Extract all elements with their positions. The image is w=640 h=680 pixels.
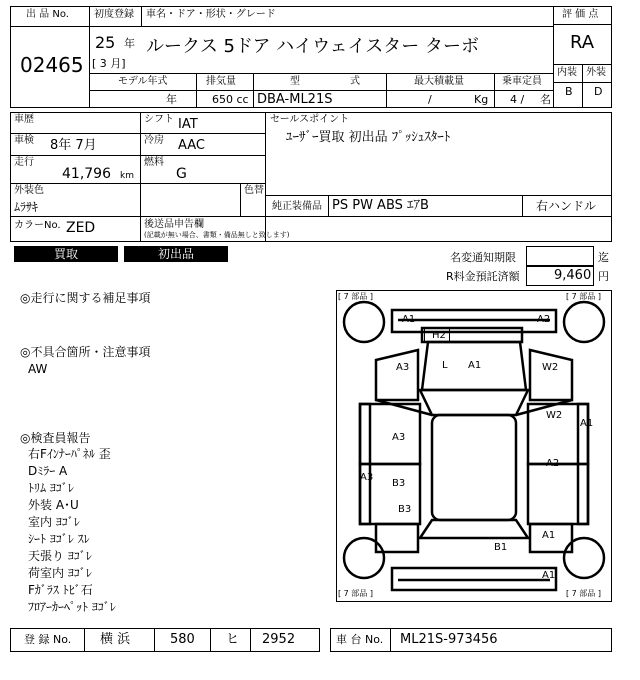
mark-front-door-right-w2: W2 (546, 410, 563, 421)
inspection-label: 車検 (14, 135, 34, 146)
max-load-label: 最大積載量 (414, 76, 464, 87)
lot-no: 02465 (20, 53, 84, 77)
mark-rear-fender-left-b3: B3 (398, 504, 412, 515)
mark-front-bumper-a1: A1 (402, 314, 416, 325)
sales-point: ﾕｰｻﾞｰ買取 初出品 ﾌﾟｯｼｭｽﾀｰﾄ (286, 130, 451, 145)
inspector-title: ◎検査員報告 (20, 431, 91, 445)
inspector-report-item: 荷室内 ﾖｺﾞﾚ (28, 566, 92, 580)
inspector-report-item: 外装 A･U (28, 498, 79, 512)
mark-fender-right-w2: W2 (542, 362, 559, 373)
lot-no-label: 出 品 No. (26, 9, 69, 20)
history-label: 車歴 (14, 114, 34, 125)
steering: 右ハンドル (536, 199, 597, 213)
tire-tr-label: [ 7 部品 ] (566, 292, 601, 301)
displacement: 650 cc (212, 93, 249, 106)
model-year-label: モデル年式 (118, 76, 168, 87)
inspector-report-item: ﾌﾛｱｰｶｰﾍﾟｯﾄ ﾖｺﾞﾚ (28, 600, 116, 614)
tire-tl-label: [ 7 部品 ] (338, 292, 373, 301)
type-label-2: 式 (350, 76, 360, 87)
tag-first-listing: 初出品 (124, 246, 228, 262)
mark-hood-l: L (442, 360, 448, 371)
capacity: 4 / (510, 93, 525, 106)
change-deadline-label: 名変通知期限 (450, 251, 516, 264)
mileage: 41,796 (62, 166, 111, 182)
color-change-label: 色替 (244, 185, 264, 196)
defects-value: AW (28, 362, 48, 376)
defects-title: ◎不具合箇所・注意事項 (20, 345, 151, 359)
docs-label: 後送品申告欄 (144, 219, 204, 230)
color-no: ZED (66, 220, 96, 236)
mark-rear-door-right-a2: A2 (546, 458, 560, 469)
inspector-report-item: Dﾐﾗｰ A (28, 464, 68, 478)
color-no-label: カラーNo. (14, 220, 61, 231)
mark-rear-door-left-b3: B3 (392, 478, 406, 489)
car-name: ルークス 5ドア ハイウェイスター ターボ (146, 36, 479, 57)
capacity-label: 乗車定員 (502, 76, 542, 87)
displacement-label: 排気量 (206, 76, 236, 87)
year-unit: 年 (124, 37, 135, 50)
wheel-rear-left (344, 538, 384, 578)
change-deadline-box (526, 246, 594, 266)
ext-color: ﾑﾗｻｷ (14, 200, 39, 214)
mark-hood-a1: A1 (468, 360, 482, 371)
year: 25 (95, 33, 116, 52)
windshield (420, 390, 528, 415)
first-reg-label: 初度登録 (94, 9, 134, 20)
tire-br-label: [ 7 部品 ] (566, 589, 601, 598)
inspector-report-item: 右Fｲﾝﾅｰﾊﾟﾈﾙ 歪 (28, 447, 111, 461)
inspector-report-item: Fｶﾞﾗｽ ﾄﾋﾞ石 (28, 583, 93, 597)
front-fender-left (376, 350, 418, 400)
exterior-grade: D (594, 85, 603, 98)
inspector-report-item: 天張り ﾖｺﾞﾚ (28, 549, 92, 563)
max-load: / (428, 93, 432, 106)
reg-area: 横 浜 (100, 632, 131, 647)
roof (432, 415, 516, 520)
mark-grille-h2: H2 (432, 330, 446, 341)
mark-rear-window-b1: B1 (494, 542, 508, 553)
driving-notes-title: ◎走行に関する補足事項 (20, 291, 151, 305)
inspection: 8年 7月 (50, 138, 97, 153)
chassis-label: 車 台 No. (336, 633, 384, 646)
interior-label: 内装 (557, 67, 577, 78)
mark-rear-bumper-a1: A1 (542, 570, 556, 581)
ext-color-label: 外装色 (14, 185, 44, 196)
car-diagram-svg (336, 290, 612, 602)
recycle-label: R料金預託済額 (446, 270, 520, 283)
change-deadline-unit: 迄 (598, 251, 609, 264)
inspector-report-item: 室内 ﾖｺﾞﾚ (28, 515, 80, 529)
sales-point-label: セールスポイント (270, 114, 350, 125)
month: [ 3 月] (92, 57, 126, 70)
exterior-label: 外装 (586, 67, 606, 78)
ac-label: 冷房 (144, 135, 164, 146)
reg-label: 登 録 No. (24, 633, 72, 646)
eval-score: RA (570, 32, 595, 53)
wheel-front-left (344, 302, 384, 342)
front-fender-right (530, 350, 572, 400)
tag-buyback: 買取 (14, 246, 118, 262)
shift: IAT (178, 117, 198, 132)
fuel-label: 燃料 (144, 157, 164, 168)
rear-window (420, 520, 528, 538)
fuel: G (176, 166, 187, 182)
wheel-rear-right (564, 538, 604, 578)
reg-number: 2952 (262, 632, 296, 647)
type-label: 型 (290, 76, 300, 87)
mark-rear-fender-right-a1: A1 (542, 530, 556, 541)
capacity-unit: 名 (540, 93, 551, 106)
mark-fender-left-a3: A3 (396, 362, 410, 373)
mileage-unit: km (120, 171, 134, 181)
options-label: 純正装備品 (272, 201, 322, 212)
eval-label: 評 価 点 (562, 9, 599, 20)
model-code: DBA-ML21S (257, 92, 333, 107)
interior-grade: B (565, 85, 573, 98)
chassis-number: ML21S-973456 (400, 632, 498, 647)
mark-right-strip-a1: A1 (580, 418, 594, 429)
inspector-report-item: ｼｰﾄ ﾖｺﾞﾚ ｽﾚ (28, 532, 90, 546)
docs-note: (記載が無い場合、書類・備品無しと致します) (144, 231, 290, 239)
ac: AAC (178, 138, 205, 153)
shift-label: シフト (144, 114, 174, 125)
inspector-report-item: ﾄﾘﾑ ﾖｺﾞﾚ (28, 481, 74, 495)
mark-left-strip-a3: A3 (360, 472, 374, 483)
model-name-label: 車名・ドア・形状・グレード (146, 9, 276, 20)
mark-front-door-left-a3: A3 (392, 432, 406, 443)
mark-front-bumper-a2: A2 (537, 314, 551, 325)
reg-kana: ヒ (226, 632, 240, 647)
recycle-unit: 円 (598, 270, 609, 283)
tire-bl-label: [ 7 部品 ] (338, 589, 373, 598)
max-load-unit: Kg (474, 93, 489, 106)
options: PS PW ABS ｴｱB (332, 198, 429, 213)
model-year-unit: 年 (166, 93, 177, 106)
mileage-label: 走行 (14, 157, 34, 168)
wheel-front-right (564, 302, 604, 342)
recycle-value: 9,460 (554, 268, 592, 283)
reg-class: 580 (170, 632, 195, 647)
